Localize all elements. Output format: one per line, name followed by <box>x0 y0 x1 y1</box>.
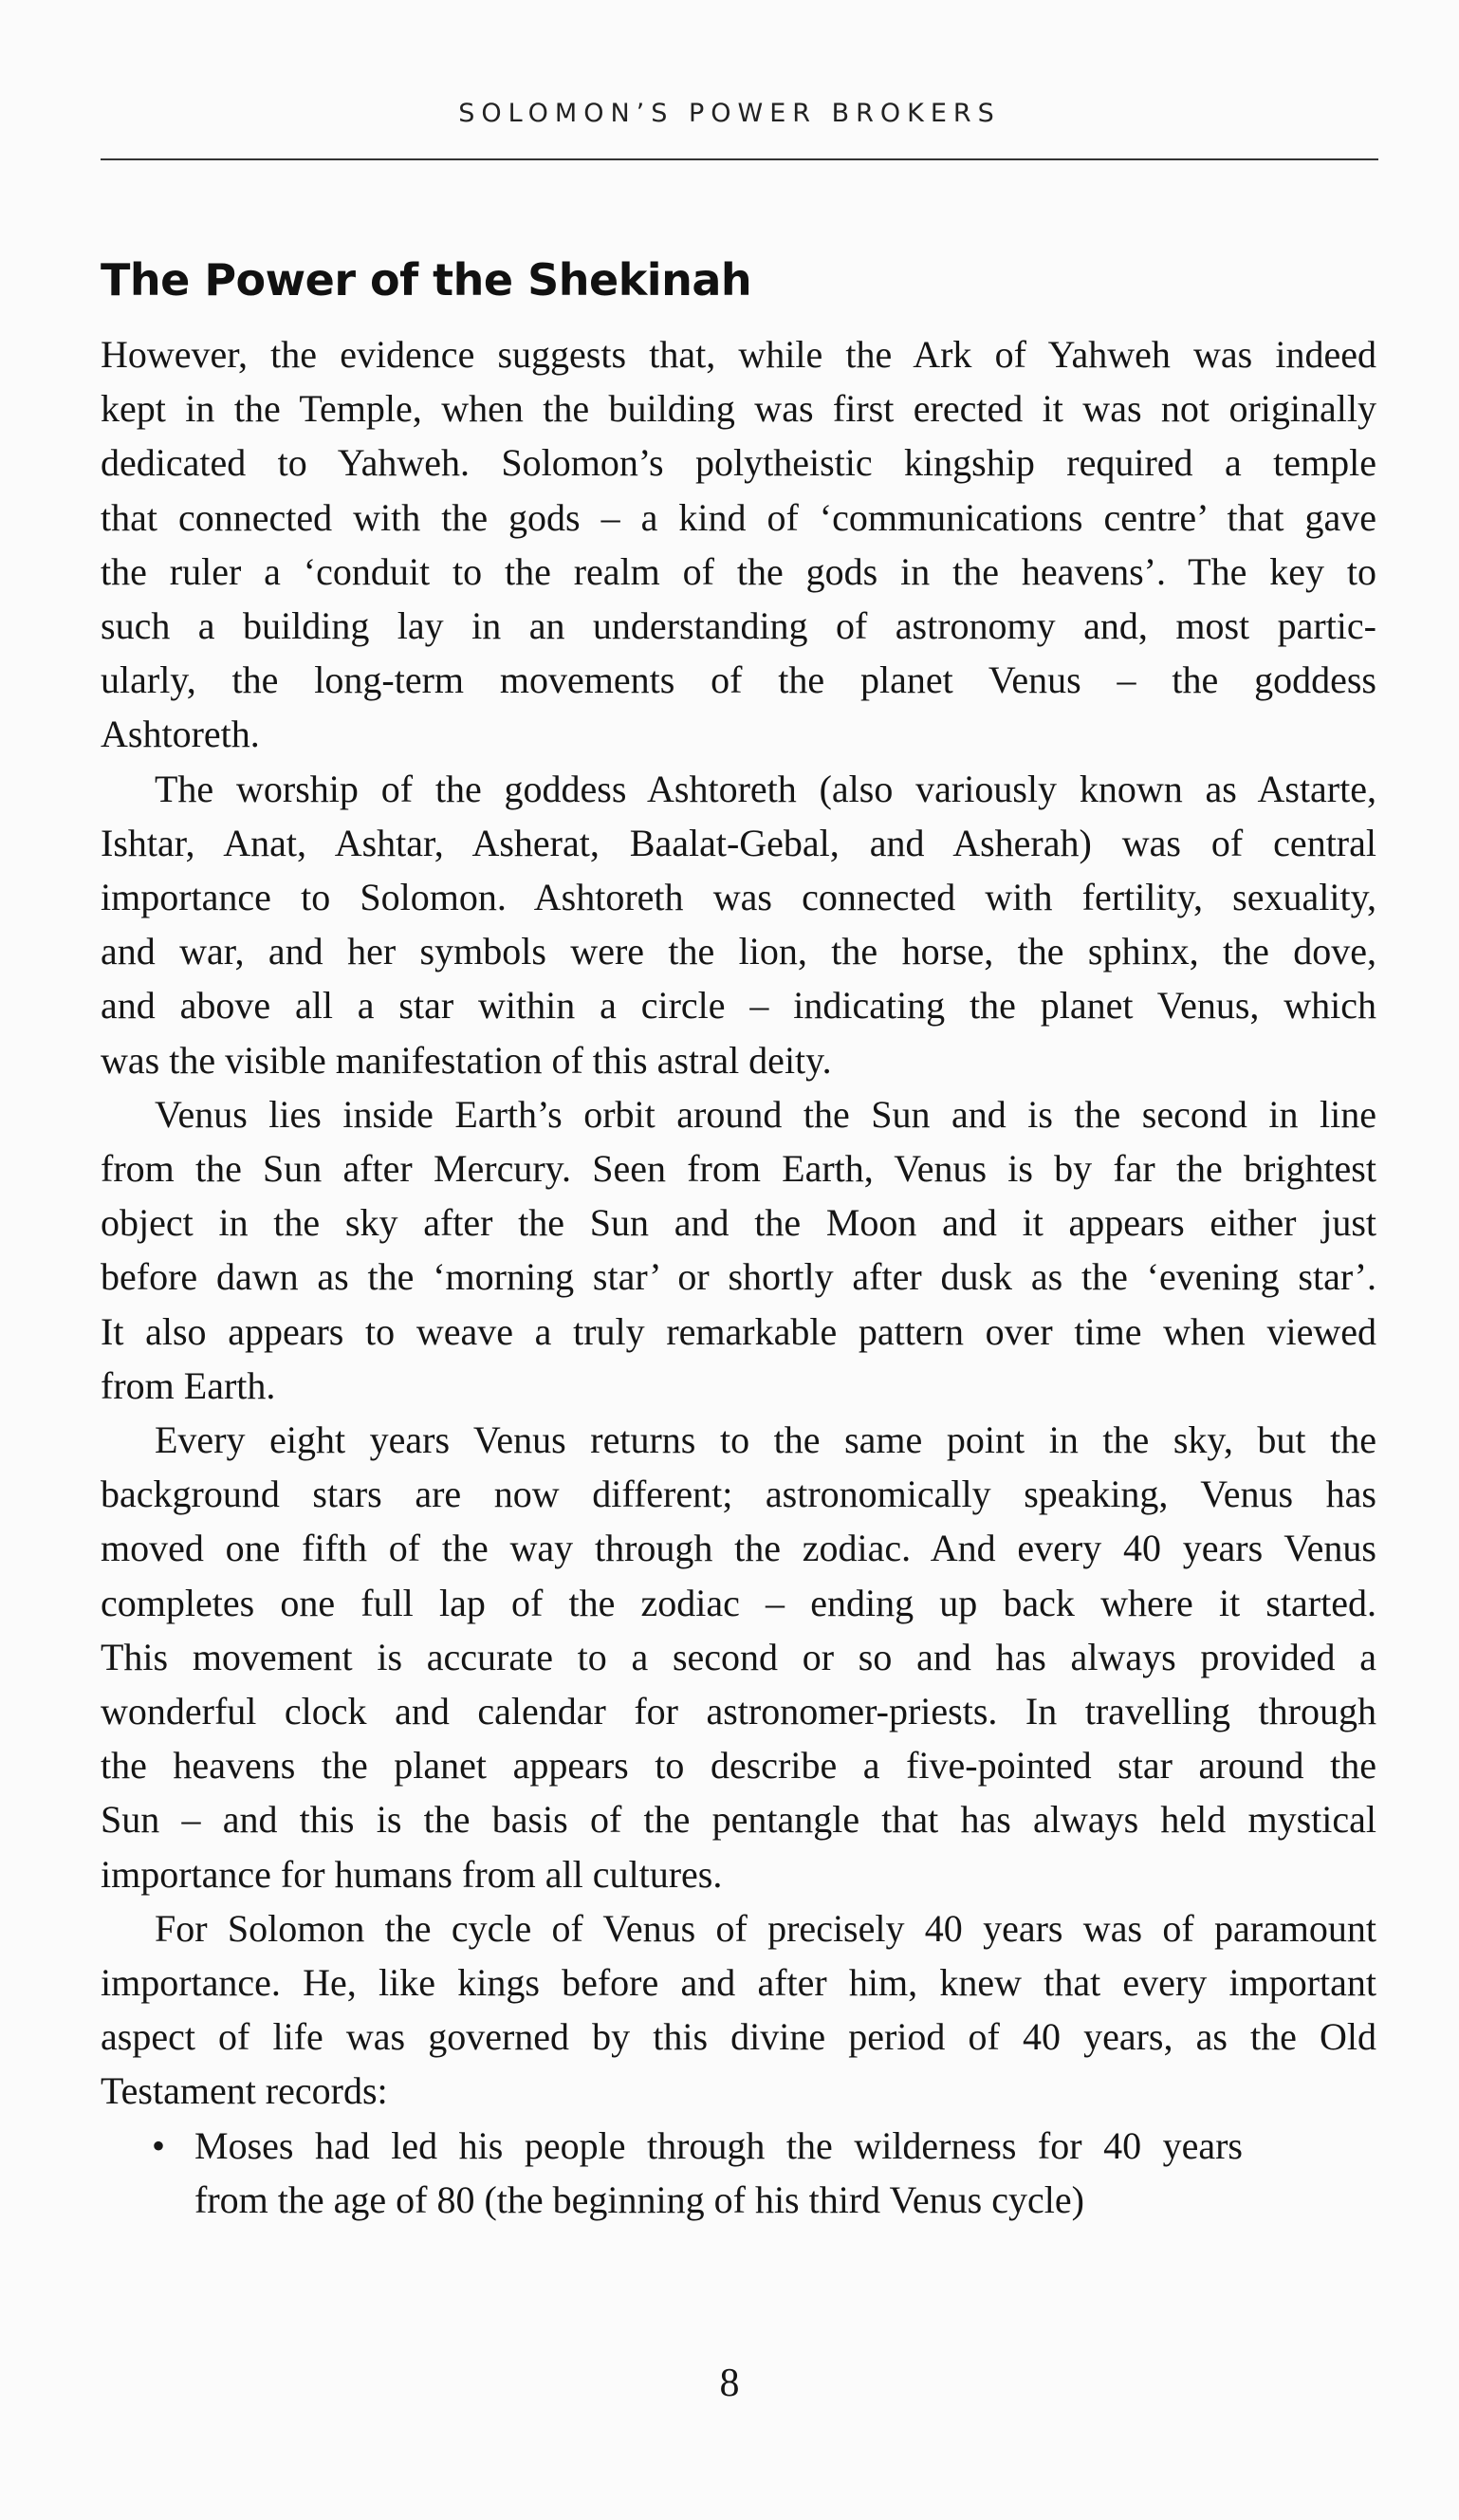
paragraph-line: importance to Solomon. Ashtoreth was connected with fertility, sexuality, <box>101 876 1376 918</box>
paragraph-line: importance for humans from all cultures. <box>101 1852 723 1896</box>
running-head: SOLOMON’S POWER BROKERS <box>458 99 1001 128</box>
paragraph-line: For Solomon the cycle of Venus of precisely 40 years was of paramount <box>155 1906 1376 1950</box>
paragraph-line: and above all a star within a circle – indicating the planet Venus, which <box>101 984 1376 1028</box>
paragraph-line: aspect of life was governed by this divine period of 40 years, as the Old <box>101 2015 1376 2059</box>
paragraph-line: from the Sun after Mercury. Seen from Earth, Venus is by far the brightest <box>101 1147 1376 1190</box>
paragraph-line: Venus lies inside Earth’s orbit around the Sun and is the second in line <box>155 1092 1376 1136</box>
paragraph-line: the heavens the planet appears to describe a five-pointed star around the <box>101 1744 1376 1788</box>
paragraph-line: Sun – and this is the basis of the pentangle that has always held mystical <box>101 1798 1376 1842</box>
paragraph-line: However, the evidence suggests that, while the Ark of Yahweh was indeed <box>101 333 1376 376</box>
page-number: 8 <box>719 2362 740 2405</box>
paragraph-line: kept in the Temple, when the building was first erected it was not originally <box>101 387 1376 431</box>
paragraph-line: the ruler a ‘conduit to the realm of the gods in the heavens’. The key to <box>101 549 1376 593</box>
paragraph-line: wonderful clock and calendar for astronomer-priests. In travelling through <box>101 1690 1376 1732</box>
paragraph-line: The worship of the goddess Ashtoreth (also variously known as Astarte, <box>155 767 1376 810</box>
paragraph-line: completes one full lap of the zodiac – ending up back where it started. <box>101 1581 1376 1624</box>
paragraph-line: that connected with the gods – a kind of ‘communications centre’ that gave <box>101 495 1376 539</box>
bullet-item-line: from the age of 80 (the beginning of his third Venus cycle) <box>194 2177 1084 2221</box>
paragraph-line: Every eight years Venus returns to the same point in the sky, but the <box>155 1418 1376 1461</box>
paragraph-line: before dawn as the ‘morning star’ or shortly after dusk as the ‘evening star’. <box>101 1255 1376 1299</box>
paragraph-line: Ashtoreth. <box>101 713 260 756</box>
paragraph-line: background stars are now different; astronomically speaking, Venus has <box>101 1473 1376 1516</box>
bullet-icon: • <box>152 2123 166 2167</box>
paragraph-line: was the visible manifestation of this astral deity. <box>101 1038 832 1082</box>
paragraph-line: dedicated to Yahweh. Solomon’s polytheistic kingship required a temple <box>101 441 1376 485</box>
paragraph-line: It also appears to weave a truly remarkable pattern over time when viewed <box>101 1309 1376 1353</box>
paragraph-line: Testament records: <box>101 2069 388 2113</box>
header-rule <box>101 158 1378 160</box>
paragraph-line: Ishtar, Anat, Ashtar, Asherat, Baalat-Gebal, and Asherah) was of central <box>101 821 1376 864</box>
bullet-item-line: Moses had led his people through the wilderness for 40 years <box>194 2123 1243 2167</box>
paragraph-line: and war, and her symbols were the lion, the horse, the sphinx, the dove, <box>101 930 1376 973</box>
paragraph-line: moved one fifth of the way through the zodiac. And every 40 years Venus <box>101 1527 1376 1570</box>
paragraph-line: importance. He, like kings before and after him, knew that every important <box>101 1961 1376 2004</box>
paragraph-line: from Earth. <box>101 1363 276 1407</box>
paragraph-line: such a building lay in an understanding of astronomy and, most partic- <box>101 604 1376 647</box>
section-heading: The Power of the Shekinah <box>101 254 752 306</box>
paragraph-line: ularly, the long-term movements of the planet Venus – the goddess <box>101 658 1376 702</box>
paragraph-line: object in the sky after the Sun and the Moon and it appears either just <box>101 1201 1376 1245</box>
paragraph-line: This movement is accurate to a second or so and has always provided a <box>101 1635 1376 1678</box>
